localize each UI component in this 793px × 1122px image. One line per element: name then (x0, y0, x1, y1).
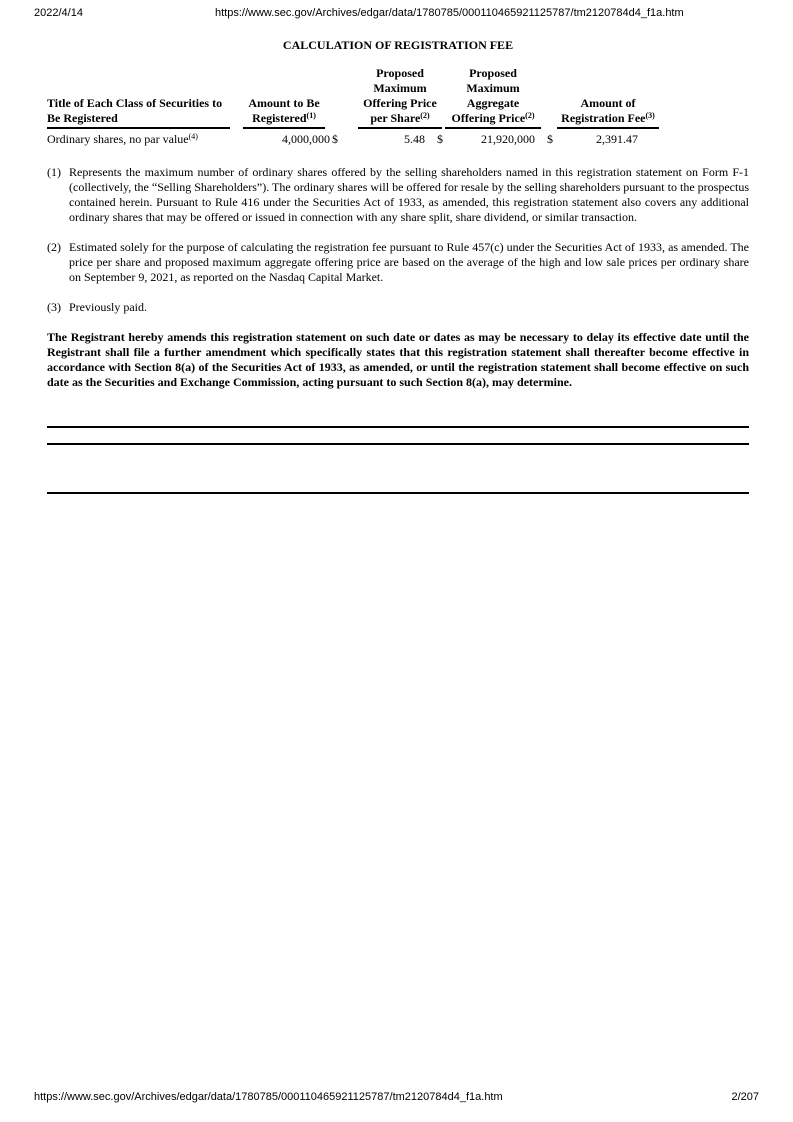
footnote-marker: (2) (47, 240, 61, 254)
footnote-text: Represents the maximum number of ordinary shares offered by the selling shareholders named in this registration statement on Form F-1 (collectively, the “Selling Shareholders”). The ordinary shares will be offered for resale by the selling shareholders pursuant to the prospectus contained herein. Pursuant to Rule 416 under the Securities Act of 1933, as amended, this registration statement also covers any additional ordinary shares that may be offered or issued in connection with any share split, share dividend, or similar transaction. (69, 165, 749, 224)
document-body (47, 38, 749, 390)
cell-price-per-share: 5.48 (404, 132, 425, 146)
footnote-3 (47, 300, 749, 315)
header-registration-fee-label: Amount of Registration Fee (561, 96, 646, 125)
divider-rule (47, 443, 749, 445)
divider-rule (47, 492, 749, 494)
cell-dollar-2: $ (437, 132, 443, 146)
header-title-class (47, 66, 230, 129)
header-amount-registered-label: Amount to Be Registered (248, 96, 320, 125)
cell-dollar-3: $ (547, 132, 553, 146)
cell-fee-spacer (645, 129, 749, 147)
security-note: (4) (188, 132, 198, 141)
cell-security (47, 129, 230, 147)
header-title-class-label: Title of Each Class of Securities to Be Registered (47, 96, 230, 129)
header-amount-registered (230, 66, 345, 129)
cell-dollar-1: $ (332, 132, 338, 146)
footnote-marker: (1) (47, 165, 61, 179)
print-date: 2022/4/14 (34, 7, 83, 19)
header-price-per-share-label: Proposed Maximum Offering Price per Share (363, 66, 437, 125)
header-aggregate-price (441, 66, 549, 129)
header-aggregate-price-label: Proposed Maximum Aggregate Offering Price (451, 66, 526, 125)
footnote-text: Previously paid. (69, 300, 147, 314)
table-row (47, 129, 749, 147)
registration-fee-table (47, 66, 749, 147)
header-registration-fee (549, 66, 749, 129)
header-price-note: (2) (420, 111, 430, 120)
footnote-1 (47, 165, 749, 225)
cell-amount: 4,000,000 (282, 132, 330, 146)
header-amount-note: (1) (306, 111, 316, 120)
footnotes (47, 165, 749, 315)
cell-aggregate-price: 21,920,000 (481, 132, 535, 146)
amendment-statement: The Registrant hereby amends this registration statement on such date or dates as may be necessary to delay its effective date until the Registrant shall file a further amendment which specifically states that this registration statement shall thereafter become effective in accordance with Section 8(a) of the Securities Act of 1933, as amended, or until the registration statement shall become effective on such date as the Securities and Exchange Commission, acting pursuant to such Section 8(a), may determine. (47, 330, 749, 389)
security-label: Ordinary shares, no par value (47, 132, 189, 146)
header-fee-note: (3) (645, 111, 655, 120)
header-price-per-share (345, 66, 441, 129)
divider-rule (47, 426, 749, 428)
footer-url: https://www.sec.gov/Archives/edgar/data/1780785/000110465921125787/tm2120784d4_f1a.htm (34, 1091, 503, 1103)
table-header-row (47, 66, 749, 129)
footnote-text: Estimated solely for the purpose of calculating the registration fee pursuant to Rule 457(c) under the Securities Act of 1933, as amended. The price per share and proposed maximum aggregate offering price are based on the average of the high and low sale prices per ordinary share on September 9, 2021, as reported on the Nasdaq Capital Market. (69, 240, 749, 284)
footnote-marker: (3) (47, 300, 61, 314)
fee-table-title: CALCULATION OF REGISTRATION FEE (282, 38, 514, 52)
header-aggregate-note: (2) (525, 111, 535, 120)
page-number: 2/207 (731, 1091, 759, 1103)
cell-fee: 2,391.47 (596, 132, 638, 146)
footnote-2 (47, 240, 749, 285)
print-url: https://www.sec.gov/Archives/edgar/data/1780785/000110465921125787/tm2120784d4_f1a.htm (215, 7, 684, 19)
